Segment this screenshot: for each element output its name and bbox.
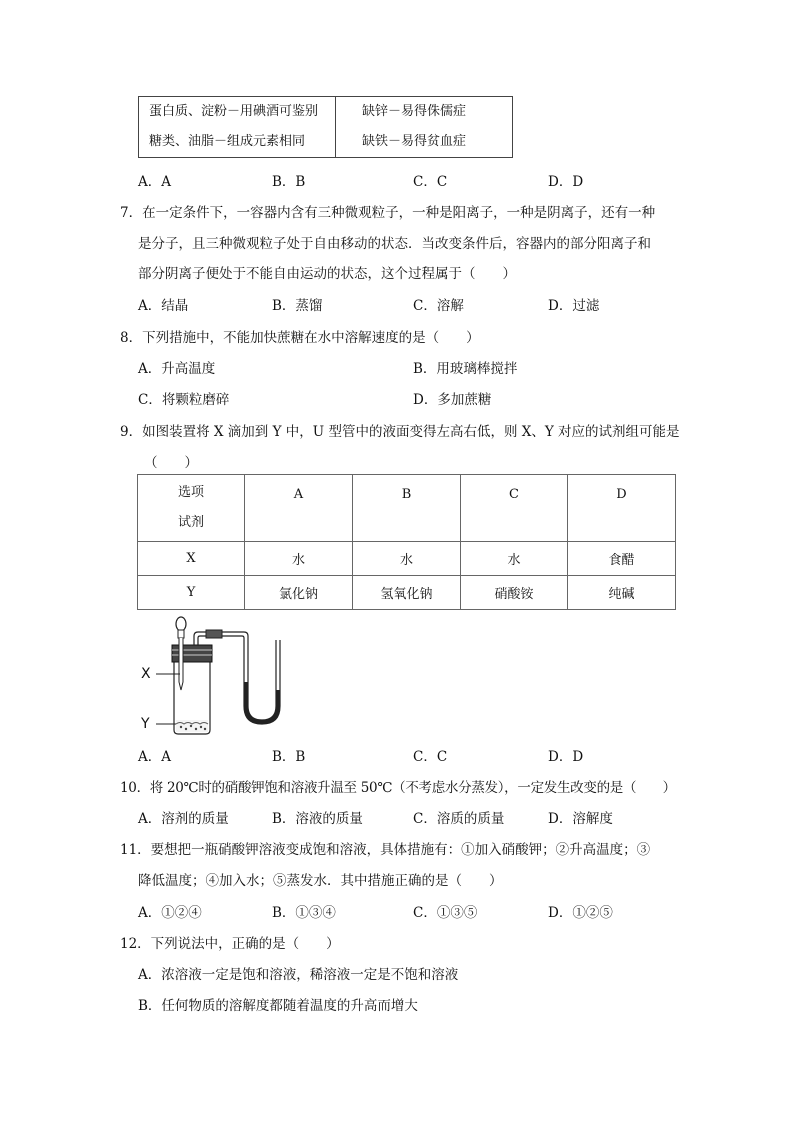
q8-option-a: A．升高温度 (138, 361, 216, 377)
fig-label-x: X (141, 666, 151, 682)
q6-table-left-cell (139, 97, 336, 158)
q11-option-d: D．①②⑤ (548, 905, 613, 921)
q9-stem-line2: （ ） (144, 455, 198, 471)
q6-table-r1c2: 缺锌－易得侏儒症 (362, 104, 467, 119)
q6-table-right-cell (336, 97, 513, 158)
q9-header-cell (138, 475, 245, 542)
q7-stem-line1: 7．在一定条件下，一容器内含有三种微观粒子，一种是阳离子，一种是阴离子，还有一种 (120, 205, 656, 221)
q9-col-b: B (353, 475, 461, 542)
q11-stem-line2: 降低温度；④加入水；⑤蒸发水．其中措施正确的是（ ） (138, 873, 503, 889)
q11-option-a: A．①②④ (138, 905, 202, 921)
q9-option-c: C．C (413, 749, 448, 765)
q9-row-y-b: 氢氧化钠 (353, 576, 461, 610)
q9-apparatus-figure (136, 612, 306, 742)
q8-option-d: D．多加蔗糖 (413, 392, 492, 408)
q6-option-b: B．B (272, 174, 306, 190)
q10-stem: 10．将 20℃时的硝酸钾饱和溶液升温至 50℃（不考虑水分蒸发），一定发生改变的是（ ） (120, 780, 676, 796)
q10-option-a: A．溶剂的质量 (138, 811, 229, 827)
q9-col-c: C (461, 475, 568, 542)
q9-row-x-b: 水 (353, 542, 461, 576)
q11-option-c: C．①③⑤ (413, 905, 478, 921)
q9-row-y-d: 纯碱 (568, 576, 676, 610)
q6-option-d: D．D (548, 174, 584, 190)
q9-header-top: 选项 (177, 485, 204, 500)
q9-row-x-label: X (138, 542, 245, 576)
q9-option-d: D．D (548, 749, 584, 765)
q9-row-x-c: 水 (461, 542, 568, 576)
q9-row-y-a: 氯化钠 (245, 576, 353, 610)
q9-col-d: D (568, 475, 676, 542)
q12-option-a: A．浓溶液一定是饱和溶液，稀溶液一定是不饱和溶液 (138, 967, 459, 983)
q12-option-b: B．任何物质的溶解度都随着温度的升高而增大 (138, 998, 418, 1014)
q7-option-d: D．过滤 (548, 298, 600, 314)
q7-option-b: B．蒸馏 (272, 298, 323, 314)
stopper-icon (172, 645, 212, 662)
q12-stem: 12．下列说法中，正确的是（ ） (120, 936, 340, 952)
q8-stem: 8．下列措施中，不能加快蔗糖在水中溶解速度的是（ ） (120, 330, 480, 346)
q8-option-c: C．将颗粒磨碎 (138, 392, 230, 408)
q6-table-r1c1: 蛋白质、淀粉－用碘酒可鉴别 (149, 104, 319, 119)
q7-stem-line2: 是分子，且三种微观粒子处于自由移动的状态．当改变条件后，容器内的部分阳离子和 (138, 236, 651, 252)
q6-option-a: A．A (138, 174, 171, 190)
q6-option-c: C．C (413, 174, 448, 190)
q11-option-b: B．①③④ (272, 905, 336, 921)
q9-option-a: A．A (138, 749, 171, 765)
q7-option-a: A．结晶 (138, 298, 189, 314)
q6-table-r2c1: 糖类、油脂－组成元素相同 (149, 134, 306, 149)
q9-reagent-table (137, 474, 676, 610)
q9-row-y-label: Y (138, 576, 245, 610)
q9-header-bottom: 试剂 (177, 515, 204, 530)
q9-row-x-d: 食醋 (568, 542, 676, 576)
q6-options-table (138, 96, 513, 158)
y-solid-icon (176, 720, 208, 732)
q7-option-c: C．溶解 (413, 298, 464, 314)
q10-option-b: B．溶液的质量 (272, 811, 363, 827)
q10-option-c: C．溶质的质量 (413, 811, 505, 827)
fig-label-y: Y (141, 716, 150, 732)
q8-option-b: B．用玻璃棒搅拌 (413, 361, 518, 377)
q6-table-r2c2: 缺铁－易得贫血症 (362, 134, 467, 149)
q11-stem-line1: 11．要想把一瓶硝酸钾溶液变成饱和溶液，具体措施有：①加入硝酸钾；②升高温度；③ (120, 842, 651, 858)
q10-option-d: D．溶解度 (548, 811, 613, 827)
q9-stem-line1: 9．如图装置将 X 滴加到 Y 中，U 型管中的液面变得左高右低，则 X、Y 对应的试剂组可能是 (120, 424, 680, 440)
q9-row-x-a: 水 (245, 542, 353, 576)
q7-stem-line3: 部分阴离子便处于不能自由运动的状态，这个过程属于（ ） (138, 266, 516, 282)
q9-row-y-c: 硝酸铵 (461, 576, 568, 610)
q9-option-b: B．B (272, 749, 306, 765)
q9-col-a: A (245, 475, 353, 542)
